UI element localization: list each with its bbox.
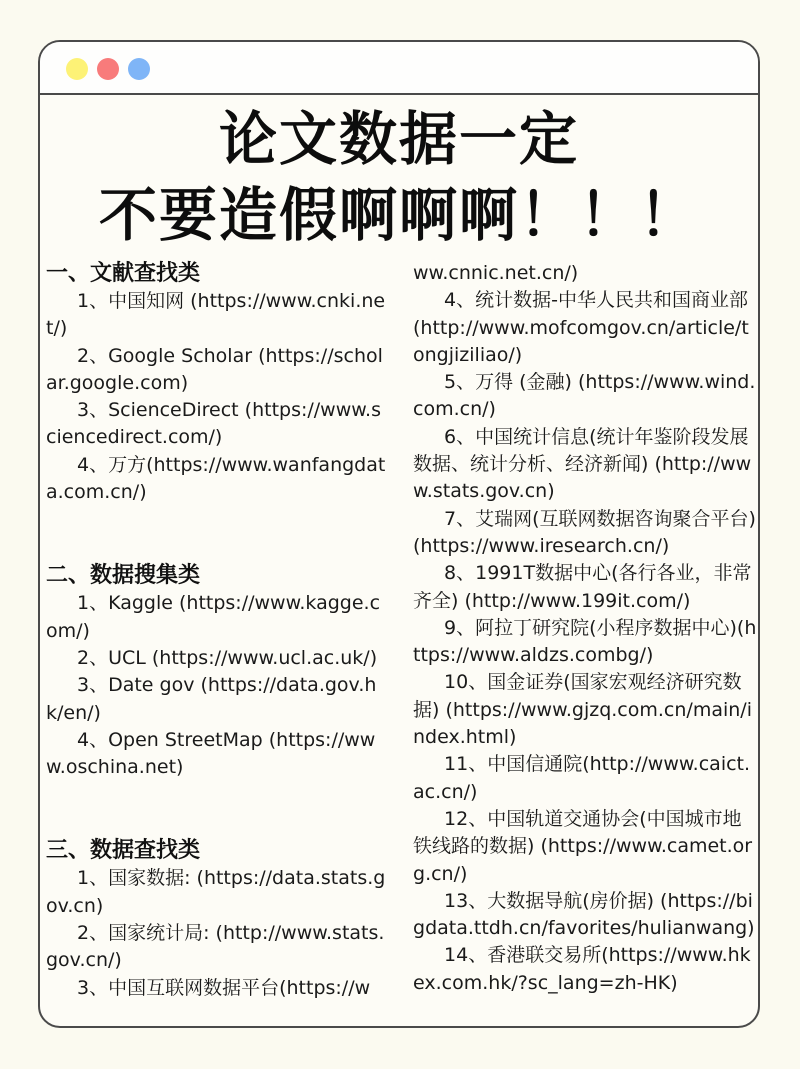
maximize-dot-icon[interactable]: [128, 58, 150, 80]
list-item: 7、艾瑞网(互联网数据咨询聚合平台) (https://www.iresearch.cn/): [413, 507, 756, 557]
content-columns: [46, 260, 758, 1028]
page-headline: [40, 101, 758, 253]
list-item: 14、香港联交易所(https://www.hkex.com.hk/?sc_lang=zh-HK): [413, 944, 751, 994]
browser-window-frame: [38, 40, 760, 1028]
list-item: 1、中国知网 (https://www.cnki.net/): [46, 290, 386, 340]
list-item: 9、阿拉丁研究院(小程序数据中心)(https://www.aldzs.combg/): [413, 616, 757, 667]
list-item: 6、中国统计信息(统计年鉴阶段发展数据、统计分析、经济新闻) (http://www.stats.gov.cn): [413, 425, 752, 503]
left-column: [46, 260, 386, 1028]
section-title: 二、数据搜集类: [46, 563, 201, 589]
section-data-collection: [46, 562, 386, 781]
list-item: 2、Google Scholar (https://scholar.google.com): [46, 344, 383, 394]
list-item: 3、Date gov (https://data.gov.hk/en/): [46, 674, 377, 724]
list-item: 5、万得 (金融) (https://www.wind.com.cn/): [413, 371, 756, 421]
list-item: 13、大数据导航(房价据) (https://bigdata.ttdh.cn/favorites/hulianwang): [413, 889, 755, 940]
section-data-lookup: [46, 837, 386, 1001]
list-item: 2、国家统计局: (http://www.stats.gov.cn/): [46, 922, 385, 972]
list-item-continuation: ww.cnnic.net.cn/): [413, 262, 579, 284]
right-column: [413, 260, 758, 1028]
list-item: 3、ScienceDirect (https://www.sciencedirect.com/): [46, 399, 382, 449]
list-item: 12、中国轨道交通协会(中国城市地铁线路的数据) (https://www.camet.org.cn/): [413, 807, 753, 885]
section-literature: [46, 260, 386, 506]
section-title: 三、数据查找类: [46, 838, 201, 864]
list-item: 4、Open StreetMap (https://www.oschina.net): [46, 728, 376, 779]
list-item: 3、中国互联网数据平台(https://w: [77, 976, 371, 999]
window-titlebar: [40, 42, 758, 95]
minimize-dot-icon[interactable]: [66, 58, 88, 80]
list-item: 10、国金证券(国家宏观经济研究数据) (https://www.gjzq.com.cn/main/index.html): [413, 671, 752, 749]
list-item: 1、国家数据: (https://data.stats.gov.cn): [46, 867, 386, 917]
section-title: 一、文献查找类: [46, 261, 201, 286]
close-dot-icon[interactable]: [97, 58, 119, 80]
list-item: 2、UCL (https://www.ucl.ac.uk/): [77, 646, 378, 669]
list-item: 11、中国信通院(http://www.caict.ac.cn/): [413, 753, 751, 803]
list-item: 4、统计数据-中华人民共和国商业部(http://www.mofcomgov.cn/article/tongjiziliao/): [413, 289, 749, 366]
headline-line-1: 论文数据一定: [218, 105, 579, 173]
list-item: 8、1991T数据中心(各行各业，非常齐全) (http://www.199it.com/): [413, 562, 752, 612]
list-item: 1、Kaggle (https://www.kagge.com/): [46, 592, 381, 642]
headline-line-2: 不要造假啊啊啊！！！: [98, 181, 699, 249]
list-item: 4、万方(https://www.wanfangdata.com.cn/): [46, 453, 386, 504]
